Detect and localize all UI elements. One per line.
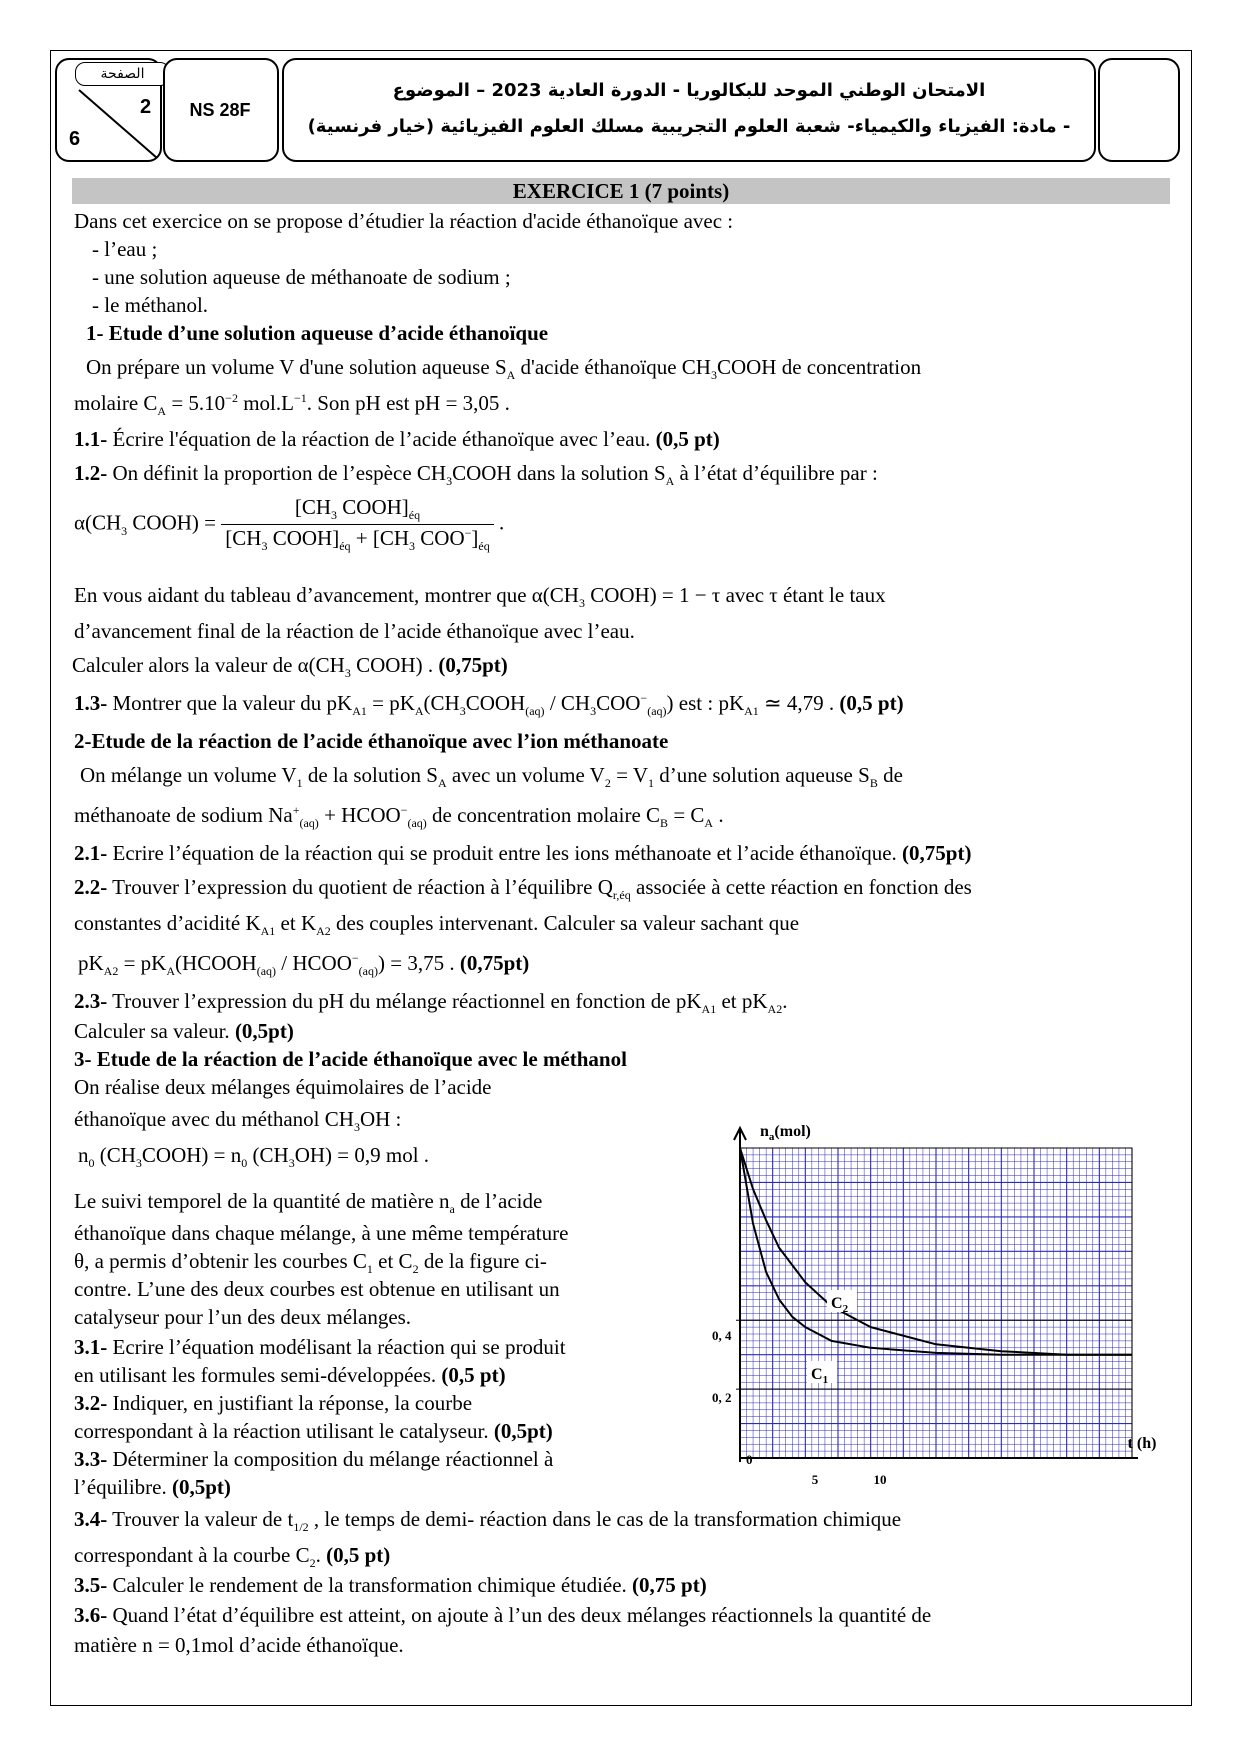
header-title-line1: الامتحان الوطني الموحد للبكالوريا - الدورة العادية 2023 – الموضوع — [392, 80, 986, 101]
q1-2: 1.2- On définit la proportion de l’espèce $CH_3COOH$ dans la solution $S_A$ à l’état d’équilibre par : — [74, 461, 878, 489]
q1-1: 1.1- Écrire l'équation de la réaction de l’acide éthanoïque avec l’eau. (0,5 pt) — [74, 427, 720, 451]
svg-text:C1: $C_1$ — [811, 1366, 829, 1386]
header-title-line2: - مادة: الفيزياء والكيمياء- شعبة العلوم التجريبية مسلك العلوم الفيزيائية (خيار فرنسية) — [307, 116, 1071, 137]
x-tick-5: 5 — [811, 1472, 819, 1487]
q3-2-line2: correspondant à la réaction utilisant le catalyseur. (0,5pt) — [74, 1419, 553, 1443]
section2-title: 2-Etude de la réaction de l’acide éthanoïque avec l’ion méthanoate — [74, 729, 669, 753]
x-axis-label: t (h) — [1127, 1435, 1157, 1452]
q1-2-line4: d’avancement final de la réaction de l’acide éthanoïque avec l’eau. — [74, 619, 635, 643]
q3-1-line2: en utilisant les formules semi-développées. (0,5 pt) — [74, 1363, 506, 1387]
page-total: 6 — [69, 128, 81, 150]
s2-line2: méthanoate de sodium $Na^+_{(aq)}$ + $HCOO^-_{(aq)}$ de concentration molaire $C_B = C_A$ . — [74, 803, 724, 831]
bullet-2: - une solution aqueuse de méthanoate de sodium ; — [92, 265, 511, 289]
s1-intro-line1: On prépare un volume V d'une solution aqueuse $S_A$ d'acide éthanoïque $CH_3COOH$ de concentration — [86, 355, 922, 383]
bullet-3: - le méthanol. — [92, 293, 209, 317]
s3-line3: $n_0$ $(CH_3COOH) = n_0$ $(CH_3OH) = 0,9$ mol . — [78, 1143, 430, 1171]
page-label: الصفحة — [75, 62, 170, 86]
x-tick-10: 10 — [873, 1472, 887, 1487]
q3-4-line2: correspondant à la courbe $C_2$. (0,5 pt) — [74, 1543, 391, 1571]
s1-intro-line2: molaire $C_A = 5.10^{-2}$ $mol.L^{-1}$. Son pH est pH = 3,05 . — [74, 391, 510, 419]
q2-1: 2.1- Ecrire l’équation de la réaction qui se produit entre les ions méthanoate et l’acide éthanoïque. (0,75pt) — [74, 841, 972, 865]
exercise-title: EXERCICE 1 (7 points) — [72, 178, 1170, 204]
s3-line4: Le suivi temporel de la quantité de matière $n_a$ de l’acide — [74, 1189, 543, 1217]
s3-line7: contre. L’une des deux courbes est obtenue en utilisant un — [74, 1277, 560, 1301]
s3-line1: On réalise deux mélanges équimolaires de l’acide — [74, 1075, 492, 1099]
curve-c2-label — [827, 1290, 857, 1315]
q1-3: 1.3- Montrer que la valeur du $pK_{A1}$ = $pK_A(CH_3COOH_{(aq)} / CH_3COO^-_{(aq)})$ est : $pK_{A1}$ ≃ 4,79 . (0,5 pt) — [74, 691, 904, 719]
q3-3-line2: l’équilibre. (0,5pt) — [74, 1475, 231, 1499]
section1-title: 1- Etude d’une solution aqueuse d’acide éthanoïque — [86, 321, 549, 345]
s3-line6: θ, a permis d’obtenir les courbes $C_1$ et $C_2$ de la figure ci- — [74, 1249, 547, 1277]
q2-3-line2: Calculer sa valeur. (0,5pt) — [74, 1019, 294, 1043]
svg-text:C2: $C_2$ — [831, 1295, 849, 1315]
intro: Dans cet exercice on se propose d’étudier la réaction d'acide éthanoïque avec : — [74, 209, 734, 233]
title-box — [282, 58, 1096, 162]
curve-c1-label — [807, 1361, 837, 1386]
mark-box — [1098, 58, 1180, 162]
q3-4: 3.4- Trouver la valeur de $t_{1/2}$ , le temps de demi- réaction dans le cas de la transformation chimique — [74, 1507, 902, 1535]
page-current: 2 — [140, 96, 152, 118]
s3-line8: catalyseur pour l’un des deux mélanges. — [74, 1305, 412, 1329]
y-axis-label: $n_a(mol)$ — [760, 1123, 811, 1143]
kinetics-graph — [700, 1118, 1160, 1498]
s3-line5: éthanoïque dans chaque mélange, à une même température — [74, 1221, 569, 1245]
q2-3: 2.3- Trouver l’expression du pH du mélange réactionnel en fonction de $pK_{A1}$ et $pK_{A2}$. — [74, 989, 788, 1017]
q3-3: 3.3- Déterminer la composition du mélange réactionnel à — [74, 1447, 554, 1471]
s2-line1: On mélange un volume $V_1$ de la solution $S_A$ avec un volume $V_2 = V_1$ d’une solution aqueuse $S_B$ de — [80, 763, 903, 791]
q3-5: 3.5- Calculer le rendement de la transformation chimique étudiée. (0,75 pt) — [74, 1573, 707, 1597]
q3-2: 3.2- Indiquer, en justifiant la réponse, la courbe — [74, 1391, 473, 1415]
section3-title: 3- Etude de la réaction de l’acide éthanoïque avec le méthanol — [74, 1047, 627, 1071]
q1-2-line5: Calculer alors la valeur de $\alpha(CH_3$ COOH) . (0,75pt) — [72, 653, 508, 681]
q3-6: 3.6- Quand l’état d’équilibre est atteint, on ajoute à l’un des deux mélanges réactionnels la quantité de — [74, 1603, 932, 1627]
q2-2: 2.2- Trouver l’expression du quotient de réaction à l’équilibre $Q_{r,éq}$ associée à cette réaction en fonction des — [74, 875, 972, 903]
y-tick-04: 0, 4 — [712, 1328, 732, 1343]
q2-2-line2: constantes d’acidité $K_{A1}$ et $K_{A2}$ des couples intervenant. Calculer sa valeur sachant que — [74, 911, 800, 939]
q1-2-line3: En vous aidant du tableau d’avancement, montrer que $\alpha(CH_3$ COOH) = 1 − τ avec τ étant le taux — [74, 583, 886, 611]
q2-2-line3: $pK_{A2}$ = $pK_A(HCOOH_{(aq)}$ / $HCOO^-_{(aq)}) = 3,75$ . (0,75pt) — [78, 951, 530, 979]
alpha-formula: $\alpha(CH_3$ COOH) = $\frac{[CH_3 COOH]_{éq}}{[CH_3 COOH]_{éq} + [CH_3 COO^-]_{éq}}$ . — [74, 495, 505, 554]
q3-1: 3.1- Ecrire l’équation modélisant la réaction qui se produit — [74, 1335, 566, 1359]
bullet-1: - l’eau ; — [92, 237, 158, 261]
origin-label: 0 — [746, 1452, 753, 1467]
y-tick-02: 0, 2 — [712, 1390, 732, 1405]
graph-grid — [740, 1148, 1132, 1458]
q3-6-line2: matière n = 0,1mol d’acide éthanoïque. — [74, 1633, 404, 1657]
exam-code: NS 28F — [189, 99, 251, 120]
s3-line2: éthanoïque avec du méthanol $CH_3OH$ : — [74, 1107, 402, 1135]
